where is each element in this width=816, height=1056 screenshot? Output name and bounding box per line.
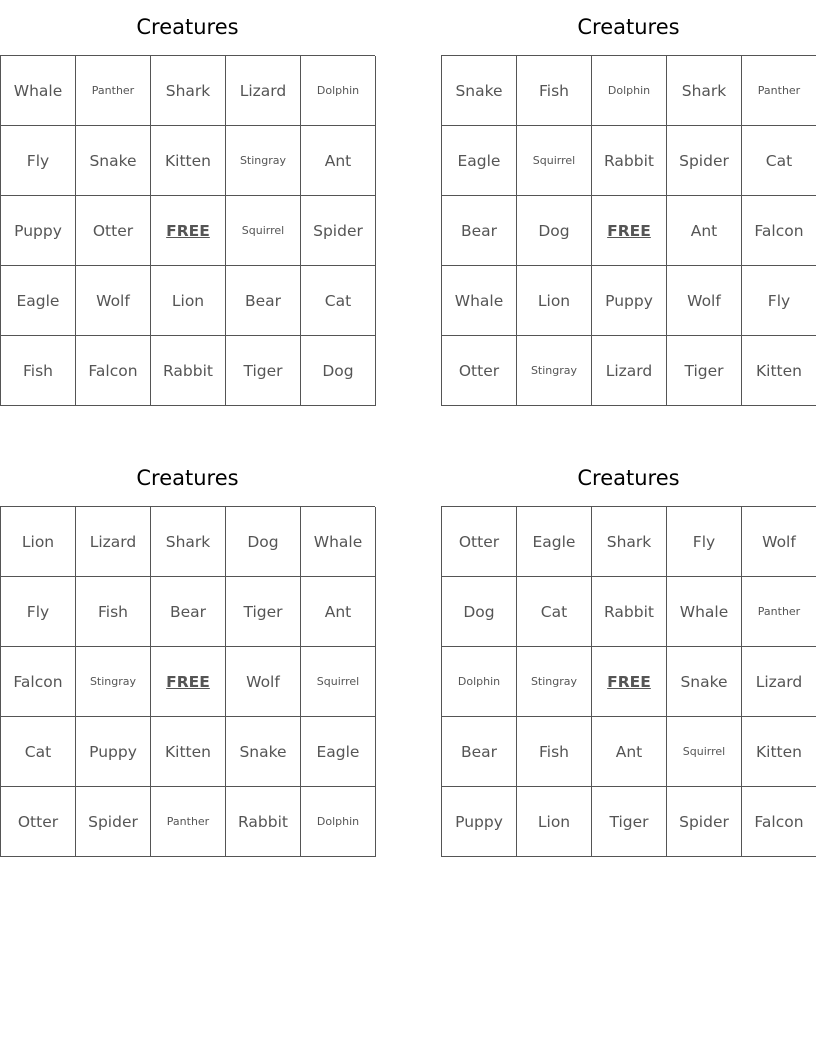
bingo-cell: Panther bbox=[742, 56, 816, 126]
bingo-cell: Falcon bbox=[742, 196, 816, 266]
bingo-cell: Snake bbox=[442, 56, 517, 126]
bingo-cell: Shark bbox=[667, 56, 742, 126]
bingo-cell: Lizard bbox=[592, 336, 667, 406]
bingo-card-1 bbox=[0, 0, 375, 406]
card-title: Creatures bbox=[136, 466, 239, 490]
free-space-cell: FREE bbox=[592, 647, 667, 717]
bingo-cell: Fish bbox=[1, 336, 76, 406]
bingo-cell: Cat bbox=[517, 577, 592, 647]
bingo-cell: Dolphin bbox=[592, 56, 667, 126]
bingo-cell: Cat bbox=[1, 717, 76, 787]
bingo-cell: Kitten bbox=[742, 336, 816, 406]
bingo-cell: Bear bbox=[442, 717, 517, 787]
bingo-cell: Lizard bbox=[226, 56, 301, 126]
bingo-cell: Wolf bbox=[742, 507, 816, 577]
bingo-cell: Squirrel bbox=[226, 196, 301, 266]
bingo-cell: Whale bbox=[442, 266, 517, 336]
bingo-cell: Eagle bbox=[442, 126, 517, 196]
bingo-cell: Lizard bbox=[742, 647, 816, 717]
bingo-cell: Fly bbox=[742, 266, 816, 336]
bingo-cell: Ant bbox=[301, 577, 376, 647]
card-title: Creatures bbox=[577, 466, 680, 490]
bingo-cell: Eagle bbox=[1, 266, 76, 336]
bingo-cell: Puppy bbox=[76, 717, 151, 787]
bingo-cell: Puppy bbox=[592, 266, 667, 336]
bingo-cell: Snake bbox=[76, 126, 151, 196]
bingo-cell: Squirrel bbox=[517, 126, 592, 196]
free-space-cell: FREE bbox=[151, 647, 226, 717]
bingo-cell: Lion bbox=[517, 787, 592, 857]
bingo-cell: Otter bbox=[1, 787, 76, 857]
bingo-cell: Rabbit bbox=[592, 577, 667, 647]
card-title: Creatures bbox=[577, 15, 680, 39]
bingo-card-2 bbox=[441, 0, 816, 406]
bingo-cell: Rabbit bbox=[592, 126, 667, 196]
bingo-cell: Otter bbox=[442, 336, 517, 406]
bingo-cell: Bear bbox=[226, 266, 301, 336]
bingo-cell: Falcon bbox=[742, 787, 816, 857]
bingo-cell: Wolf bbox=[667, 266, 742, 336]
bingo-cell: Spider bbox=[667, 126, 742, 196]
bingo-cell: Dog bbox=[226, 507, 301, 577]
bingo-cell: Stingray bbox=[76, 647, 151, 717]
bingo-cell: Snake bbox=[667, 647, 742, 717]
bingo-cell: Ant bbox=[667, 196, 742, 266]
bingo-cell: Spider bbox=[301, 196, 376, 266]
bingo-cell: Bear bbox=[151, 577, 226, 647]
bingo-cell: Tiger bbox=[226, 577, 301, 647]
bingo-grid bbox=[0, 506, 375, 857]
bingo-cell: Cat bbox=[301, 266, 376, 336]
bingo-cell: Whale bbox=[1, 56, 76, 126]
bingo-cell: Otter bbox=[76, 196, 151, 266]
bingo-cell: Panther bbox=[76, 56, 151, 126]
bingo-grid bbox=[0, 55, 375, 406]
bingo-cell: Panther bbox=[742, 577, 816, 647]
bingo-cell: Ant bbox=[592, 717, 667, 787]
bingo-cell: Stingray bbox=[226, 126, 301, 196]
free-space-cell: FREE bbox=[151, 196, 226, 266]
bingo-cell: Panther bbox=[151, 787, 226, 857]
bingo-cell: Eagle bbox=[301, 717, 376, 787]
bingo-cell: Puppy bbox=[442, 787, 517, 857]
bingo-cell: Stingray bbox=[517, 647, 592, 717]
bingo-cell: Dolphin bbox=[301, 787, 376, 857]
bingo-cell: Dog bbox=[517, 196, 592, 266]
bingo-cell: Wolf bbox=[226, 647, 301, 717]
bingo-cell: Squirrel bbox=[301, 647, 376, 717]
bingo-cell: Stingray bbox=[517, 336, 592, 406]
card-title: Creatures bbox=[136, 15, 239, 39]
bingo-cell: Shark bbox=[592, 507, 667, 577]
bingo-cell: Cat bbox=[742, 126, 816, 196]
free-space-cell: FREE bbox=[592, 196, 667, 266]
bingo-cell: Falcon bbox=[76, 336, 151, 406]
bingo-cell: Bear bbox=[442, 196, 517, 266]
bingo-cell: Shark bbox=[151, 56, 226, 126]
bingo-cell: Whale bbox=[301, 507, 376, 577]
bingo-cell: Rabbit bbox=[151, 336, 226, 406]
bingo-cell: Squirrel bbox=[667, 717, 742, 787]
bingo-cell: Fly bbox=[1, 126, 76, 196]
bingo-cell: Otter bbox=[442, 507, 517, 577]
bingo-cell: Kitten bbox=[151, 717, 226, 787]
bingo-cell: Fly bbox=[1, 577, 76, 647]
bingo-cell: Kitten bbox=[742, 717, 816, 787]
bingo-cell: Eagle bbox=[517, 507, 592, 577]
bingo-cell: Tiger bbox=[226, 336, 301, 406]
bingo-cell: Lion bbox=[151, 266, 226, 336]
bingo-cell: Snake bbox=[226, 717, 301, 787]
bingo-cell: Whale bbox=[667, 577, 742, 647]
bingo-card-3 bbox=[0, 451, 375, 857]
bingo-cell: Dolphin bbox=[442, 647, 517, 717]
bingo-cell: Spider bbox=[76, 787, 151, 857]
bingo-cell: Dolphin bbox=[301, 56, 376, 126]
bingo-cell: Lizard bbox=[76, 507, 151, 577]
bingo-card-4 bbox=[441, 451, 816, 857]
bingo-cell: Shark bbox=[151, 507, 226, 577]
bingo-grid bbox=[441, 55, 816, 406]
bingo-cell: Rabbit bbox=[226, 787, 301, 857]
bingo-cell: Spider bbox=[667, 787, 742, 857]
bingo-grid bbox=[441, 506, 816, 857]
bingo-cell: Fish bbox=[517, 717, 592, 787]
bingo-cell: Dog bbox=[301, 336, 376, 406]
bingo-cell: Puppy bbox=[1, 196, 76, 266]
bingo-cell: Falcon bbox=[1, 647, 76, 717]
bingo-cell: Ant bbox=[301, 126, 376, 196]
bingo-cell: Lion bbox=[517, 266, 592, 336]
bingo-cell: Tiger bbox=[667, 336, 742, 406]
bingo-cell: Fish bbox=[517, 56, 592, 126]
bingo-cell: Fish bbox=[76, 577, 151, 647]
bingo-cell: Lion bbox=[1, 507, 76, 577]
bingo-cell: Tiger bbox=[592, 787, 667, 857]
bingo-cell: Dog bbox=[442, 577, 517, 647]
bingo-cell: Kitten bbox=[151, 126, 226, 196]
bingo-cell: Wolf bbox=[76, 266, 151, 336]
bingo-cell: Fly bbox=[667, 507, 742, 577]
